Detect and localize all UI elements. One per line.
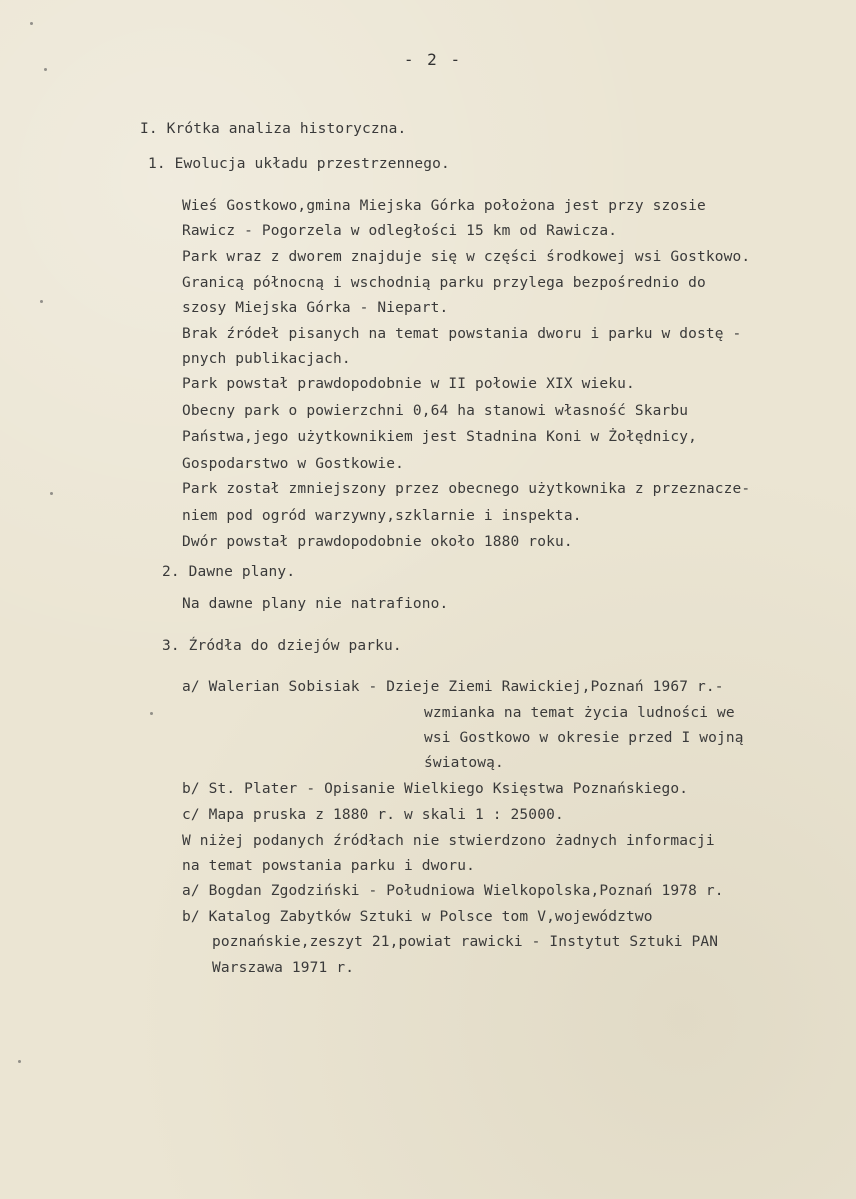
text-line: Rawicz - Pogorzela w odległości 15 km od Rawicza. — [182, 223, 618, 239]
paper-speck — [150, 712, 153, 715]
subsection-heading: 1. Ewolucja układu przestrzennego. — [148, 156, 450, 172]
source-line: b/ St. Plater - Opisanie Wielkiego Księstwa Poznańskiego. — [182, 781, 689, 797]
page-number: - 2 - — [403, 50, 463, 69]
text-line: szosy Miejska Górka - Niepart. — [182, 300, 449, 316]
text-line: Obecny park o powierzchni 0,64 ha stanowi własność Skarbu — [182, 403, 689, 419]
source-line: światową. — [424, 755, 504, 771]
text-line: Państwa,jego użytkownikiem jest Stadnina Koni w Żołędnicy, — [182, 429, 698, 445]
source-line: wsi Gostkowo w okresie przed I wojną — [424, 730, 744, 746]
subsection-heading: 3. Źródła do dziejów parku. — [162, 638, 402, 654]
text-line: Granicą północną i wschodnią parku przylega bezpośrednio do — [182, 275, 706, 291]
source-line: Warszawa 1971 r. — [212, 960, 355, 976]
text-line: niem pod ogród warzywny,szklarnie i inspekta. — [182, 508, 582, 524]
paper-speck — [44, 68, 47, 71]
paper-speck — [50, 492, 53, 495]
paper-speck — [40, 300, 43, 303]
source-line: a/ Walerian Sobisiak - Dzieje Ziemi Rawickiej,Poznań 1967 r.- — [182, 679, 724, 695]
text-line: Park powstał prawdopodobnie w II połowie XIX wieku. — [182, 376, 635, 392]
paper-speck — [30, 22, 33, 25]
source-line: wzmianka na temat życia ludności we — [424, 705, 735, 721]
section-title: I. Krótka analiza historyczna. — [140, 121, 407, 137]
source-line: b/ Katalog Zabytków Sztuki w Polsce tom V,województwo — [182, 909, 653, 925]
text-line: Park został zmniejszony przez obecnego użytkownika z przeznacze- — [182, 481, 751, 497]
text-line: Brak źródeł pisanych na temat powstania dworu i parku w dostę - — [182, 326, 742, 342]
paper-speck — [18, 1060, 21, 1063]
source-line: W niżej podanych źródłach nie stwierdzono żadnych informacji — [182, 833, 715, 849]
text-line: pnych publikacjach. — [182, 351, 351, 367]
source-line: c/ Mapa pruska z 1880 r. w skali 1 : 25000. — [182, 807, 564, 823]
source-line: a/ Bogdan Zgodziński - Południowa Wielkopolska,Poznań 1978 r. — [182, 883, 724, 899]
text-line: Park wraz z dworem znajduje się w części środkowej wsi Gostkowo. — [182, 249, 751, 265]
subsection-heading: 2. Dawne plany. — [162, 564, 296, 580]
text-line: Wieś Gostkowo,gmina Miejska Górka położona jest przy szosie — [182, 198, 706, 214]
text-line: Na dawne plany nie natrafiono. — [182, 596, 449, 612]
text-line: Dwór powstał prawdopodobnie około 1880 roku. — [182, 534, 573, 550]
source-line: na temat powstania parku i dworu. — [182, 858, 476, 874]
source-line: poznańskie,zeszyt 21,powiat rawicki - Instytut Sztuki PAN — [212, 934, 719, 950]
text-line: Gospodarstwo w Gostkowie. — [182, 456, 404, 472]
